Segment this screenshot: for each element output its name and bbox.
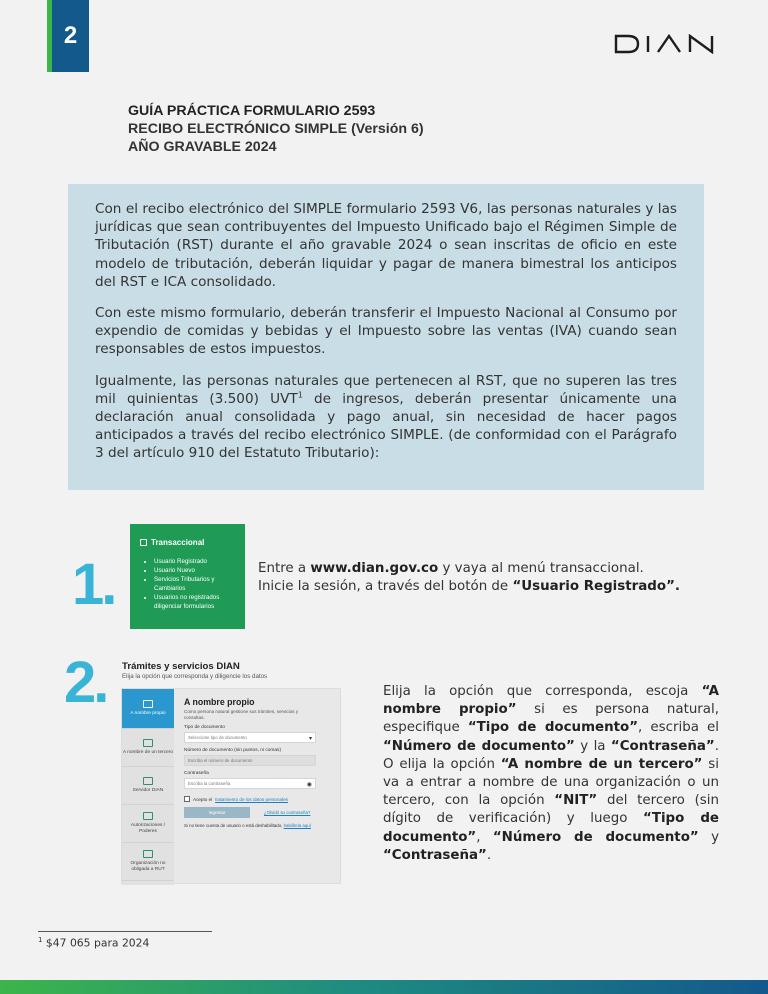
footnote [38,936,149,950]
step-2-text [383,683,719,865]
info-paragraph-1: Con el recibo electrónico del SIMPLE formulario 2593 V6, las personas naturales y las jurídicas que sean contribuyentes del Impuesto Unificado bajo el Régimen Simple de Tributación (RST) durante el año gravable 2024 o sean inscritas de oficio en este modelo de tributación, deberán liquidar y pagar de manera bimestral los anticipos del RST e ICA consolidado. [95,201,677,290]
t: . O elija la opción [383,738,719,772]
t: Elija la opción que corresponda, escoja [383,684,702,699]
t: . [486,847,492,863]
b: “Tipo de documento” [383,811,719,845]
t: si va a entrar a nombre de una organización o un tercero, con la opción [383,756,719,809]
step-1-number: 1. [72,552,115,617]
sidebar-item-servidor-dian[interactable] [122,767,174,805]
title-line-1: GUÍA PRÁCTICA FORMULARIO 2593 [128,103,376,119]
t: del tercero (sin dígito de verificación) y luego [383,793,719,827]
menu-item-usuario-registrado[interactable]: • Usuario Registrado [154,557,235,566]
login-form [184,697,334,828]
step-2-number: 2. [64,650,107,715]
doc-number-input[interactable]: Escriba el número de documento [184,755,316,766]
tramites-title: Trámites y servicios DIAN [122,661,240,672]
b: “Tipo de documento” [467,720,639,736]
footnote-ref: 1 [297,390,303,400]
b: “Número de documento” [383,738,575,754]
dian-logo-mark [614,34,722,54]
footnote-text: $47 065 para 2024 [42,936,150,950]
title-line-2: RECIBO ELECTRÓNICO SIMPLE (Versión 6) [128,121,424,137]
user-icon [143,700,153,708]
forgot-password-link[interactable]: ¿Olvidó su contraseña? [264,810,311,816]
b: “NIT” [554,793,598,809]
login-actions [184,807,334,818]
info-paragraph-3-b: de ingresos, deberán presentar únicamente una declaración anual consolidada y pago anual, sin necesidad de hacer pagos anticipados a través del recibo electrónico SIMPLE. (de conformidad con el Parágrafo 3 del artículo 910 del Estatuto Tributario): [95,390,677,462]
transaccional-menu-title [140,538,235,547]
menu-item-usuarios-no-registrados[interactable]: • Usuarios no registrados diligenciar formularios [154,593,235,611]
footnote-divider [38,931,212,932]
info-paragraph-3 [95,372,677,463]
sidebar-label: Servidor DIAN [132,788,164,794]
account-note-text: Si no tiene cuenta de usuario o está deshabilitado, [184,823,284,829]
transaccional-menu [130,524,245,629]
password-label: Contraseña [184,771,209,777]
t: si es persona natural, especifique [383,702,719,736]
server-icon [143,777,153,785]
form-description: Como persona natural gestione sus trámites, servicios y consultas. [184,709,299,720]
b: “A nombre propio” [383,684,719,718]
sidebar-item-nombre-propio[interactable] [122,689,174,729]
sidebar-label: A nombre propio [130,711,166,717]
accept-terms-row [184,796,334,802]
info-box [68,184,704,490]
menu-item-usuario-nuevo[interactable]: • Usuario Nuevo [154,566,235,575]
login-sidebar [122,689,174,885]
page-number: 2 [47,0,89,72]
dian-url: www.dian.gov.co [310,561,439,576]
eye-icon[interactable]: ◉ [306,782,312,789]
building-icon [143,850,153,858]
login-button[interactable]: Ingresar [184,807,250,818]
title-line-3: AÑO GRAVABLE 2024 [128,139,277,155]
info-paragraph-3-a: Igualmente, las personas naturales que pertenecen al RST, que no superen las tres mil quinientas (3.500) UVT [95,372,677,407]
doc-number-label: Número de documento (sin puntos, ni comas) [184,748,282,754]
transaccional-menu-label: Transaccional [151,538,205,547]
chevron-down-icon: ▾ [308,736,312,743]
info-paragraph-2: Con este mismo formulario, deberán transferir el Impuesto Nacional al Consumo por expendio de comidas y bebidas y el Impuesto sobre las ventas (IVA) cuando sean responsables de estos impuestos. [95,305,677,358]
bottom-color-bar [0,980,768,994]
data-treatment-link[interactable]: tratamiento de los datos personales [215,796,288,802]
dian-logo [614,34,722,58]
sidebar-item-organizacion[interactable] [122,843,174,881]
enable-account-link[interactable]: habilítela aquí [283,823,311,829]
footnote-marker: 1 [38,936,43,944]
t: , escriba el [638,720,719,736]
doc-type-select[interactable] [184,732,316,743]
accept-terms-text: Acepto el [193,796,213,802]
doc-type-placeholder: Seleccione tipo de documento [188,735,247,741]
step-1-text-b: y vaya al menú transaccional. [438,561,644,576]
sidebar-item-tercero[interactable] [122,729,174,767]
t: , [476,829,493,845]
step-1-text-c: Inicie la sesión, a través del botón de [258,579,513,594]
document-icon [143,812,153,820]
password-placeholder: Escriba la contraseña [188,781,231,787]
step-1-text-a: Entre a [258,561,311,576]
b: “Contraseña” [610,738,715,754]
tramites-subtitle: Elija la opción que corresponda y diligencie los datos [122,673,268,680]
sidebar-label: A nombre de un tercero [122,750,174,756]
sidebar-item-autorizaciones[interactable] [122,805,174,843]
step-1-text-button: “Usuario Registrado”. [512,579,680,594]
step-1-text [258,560,680,596]
form-title: A nombre propio [184,697,255,707]
sidebar-label: Autorizaciones / Poderes [130,823,166,834]
accept-terms-checkbox[interactable] [184,796,190,802]
b: “A nombre de un tercero” [500,756,703,772]
sidebar-label: Organización no obligada a RUT [130,861,166,872]
users-icon [143,739,153,747]
password-input[interactable] [184,778,316,789]
transaccional-menu-list [140,557,235,611]
doc-type-label: Tipo de documento [184,725,225,731]
account-note [184,823,334,828]
document-titles [128,102,424,156]
t: y la [574,738,611,754]
menu-item-servicios-tributarios[interactable]: • Servicios Tributarios y Cambiarios [154,575,235,593]
transaction-icon [140,539,147,546]
b: “Contraseña” [383,847,487,863]
b: “Número de documento” [492,829,699,845]
login-screenshot [121,688,341,884]
t: y [698,829,719,845]
